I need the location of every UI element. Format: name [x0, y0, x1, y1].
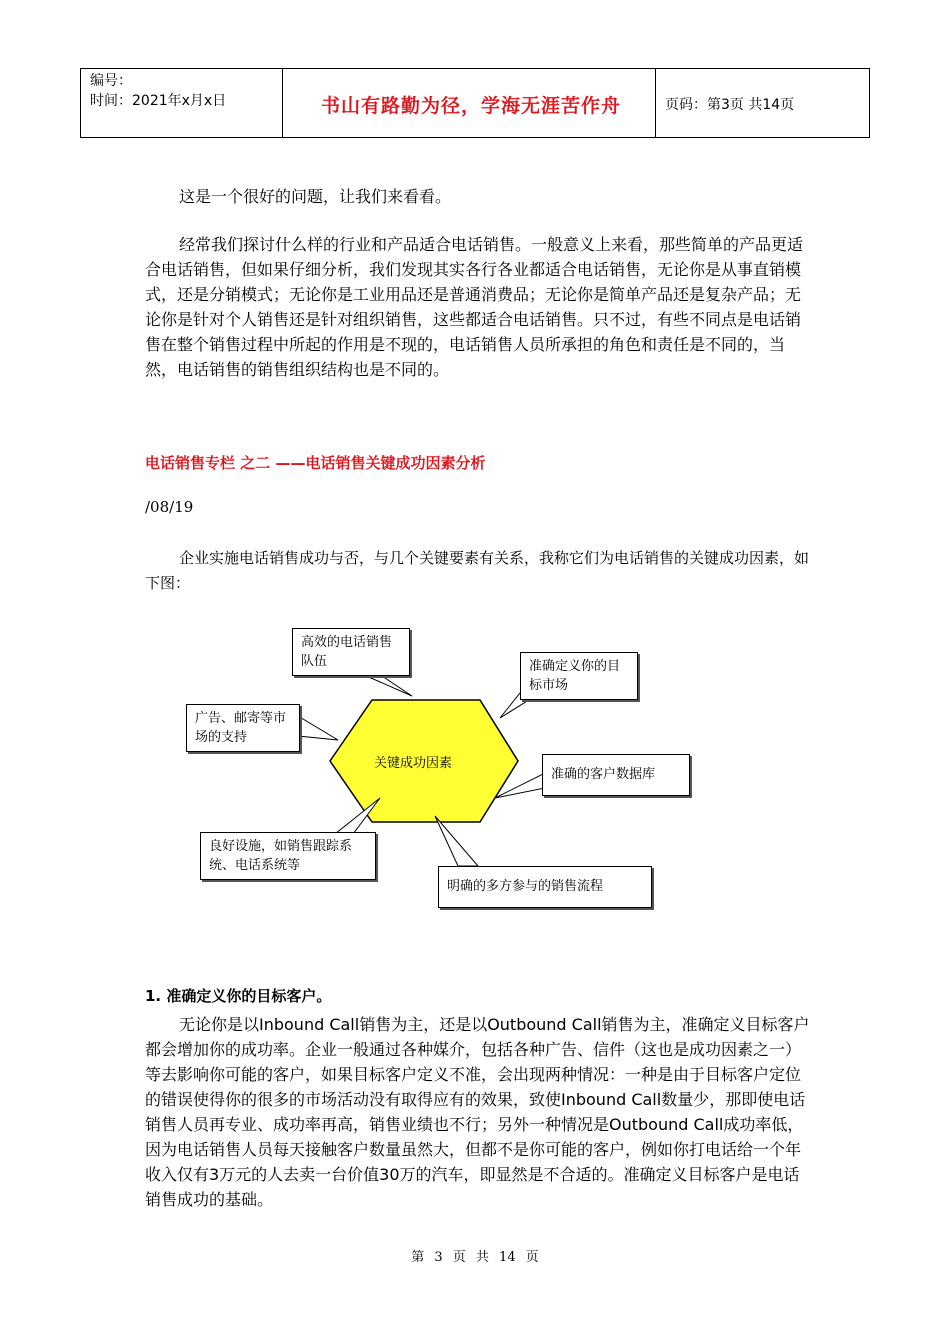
header-border-right [869, 69, 870, 137]
center-label: 关键成功因素 [374, 756, 453, 771]
heading-define-target: 1. 准确定义你的目标客户。 [145, 987, 332, 1005]
paragraph-target-customers: 无论你是以Inbound Call销售为主，还是以Outbound Call销售为主，准确定义目标客户都会增加你的成功率。企业一般通过各种媒介，包括各种广告、信件（这也是成功因素之一）等去影响你可能的客户，如果目标客户定义不准，会出现两种情况：一种是由于目标客户定位的错误使得你的很多的市场活动没有取得应有的效果，致使Inbound Call数量少，那即使电话销售人员再专业、成功率再高，销售业绩也不行；另外一种情况是Outbound Call成功率低，因为电话销售人员每天接触客户数量虽然大，但都不是你可能的客户，例如你打电话给一个年收入仅有3万元的人去卖一台价值30万的汽车，即显然是不合适的。准确定义目标客户是电话销售成功的基础。 [145, 1015, 810, 1209]
box-target: 准确定义你的目标市场 [520, 652, 638, 700]
paragraph-industries: 经常我们探讨什么样的行业和产品适合电话销售。一般意义上来看，那些简单的产品更适合电话销售，但如果仔细分析，我们发现其实各行各业都适合电话销售，无论你是从事直销模式，还是分销模式；无论你是工业用品还是普通消费品；无论你是简单产品还是复杂产品；无论你是针对个人销售还是针对组织销售，这些都适合电话销售。只不过，有些不同点是电话销售在整个销售过程中所起的作用是不现的，电话销售人员所承担的角色和责任是不同的，当然，电话销售的销售组织结构也是不同的。 [145, 235, 804, 379]
paragraph-key-factors: 企业实施电话销售成功与否，与几个关键要素有关系，我称它们为电话销售的关键成功因素，如下图： [145, 549, 810, 592]
header-page-number: 页码：第3页 共14页 [665, 97, 795, 113]
tail-ads [298, 716, 338, 740]
page-footer: 第 3 页 共 14 页 [411, 1250, 539, 1265]
box-facilities: 良好设施，如销售跟踪系统、电话系统等 [200, 832, 376, 880]
paragraph-intro: 这是一个很好的问题，让我们来看看。 [179, 187, 452, 206]
key-success-factors-diagram [180, 618, 700, 918]
box-team: 高效的电话销售队伍 [292, 628, 410, 676]
header-number: 编号： [90, 73, 132, 89]
box-database: 准确的客户数据库 [542, 754, 690, 796]
tail-process [435, 816, 478, 866]
header-border-left [80, 69, 81, 137]
header-meta [90, 71, 226, 111]
section-title: 电话销售专栏 之二 ——电话销售关键成功因素分析 [145, 454, 486, 472]
header-motto: 书山有路勤为径，学海无涯苦作舟 [320, 95, 621, 117]
page-header [80, 68, 870, 138]
box-process: 明确的多方参与的销售流程 [438, 866, 652, 908]
article-date: /08/19 [145, 498, 194, 516]
header-time: 时间：2021年x月x日 [90, 93, 227, 109]
box-ads: 广告、邮寄等市场的支持 [186, 704, 300, 752]
